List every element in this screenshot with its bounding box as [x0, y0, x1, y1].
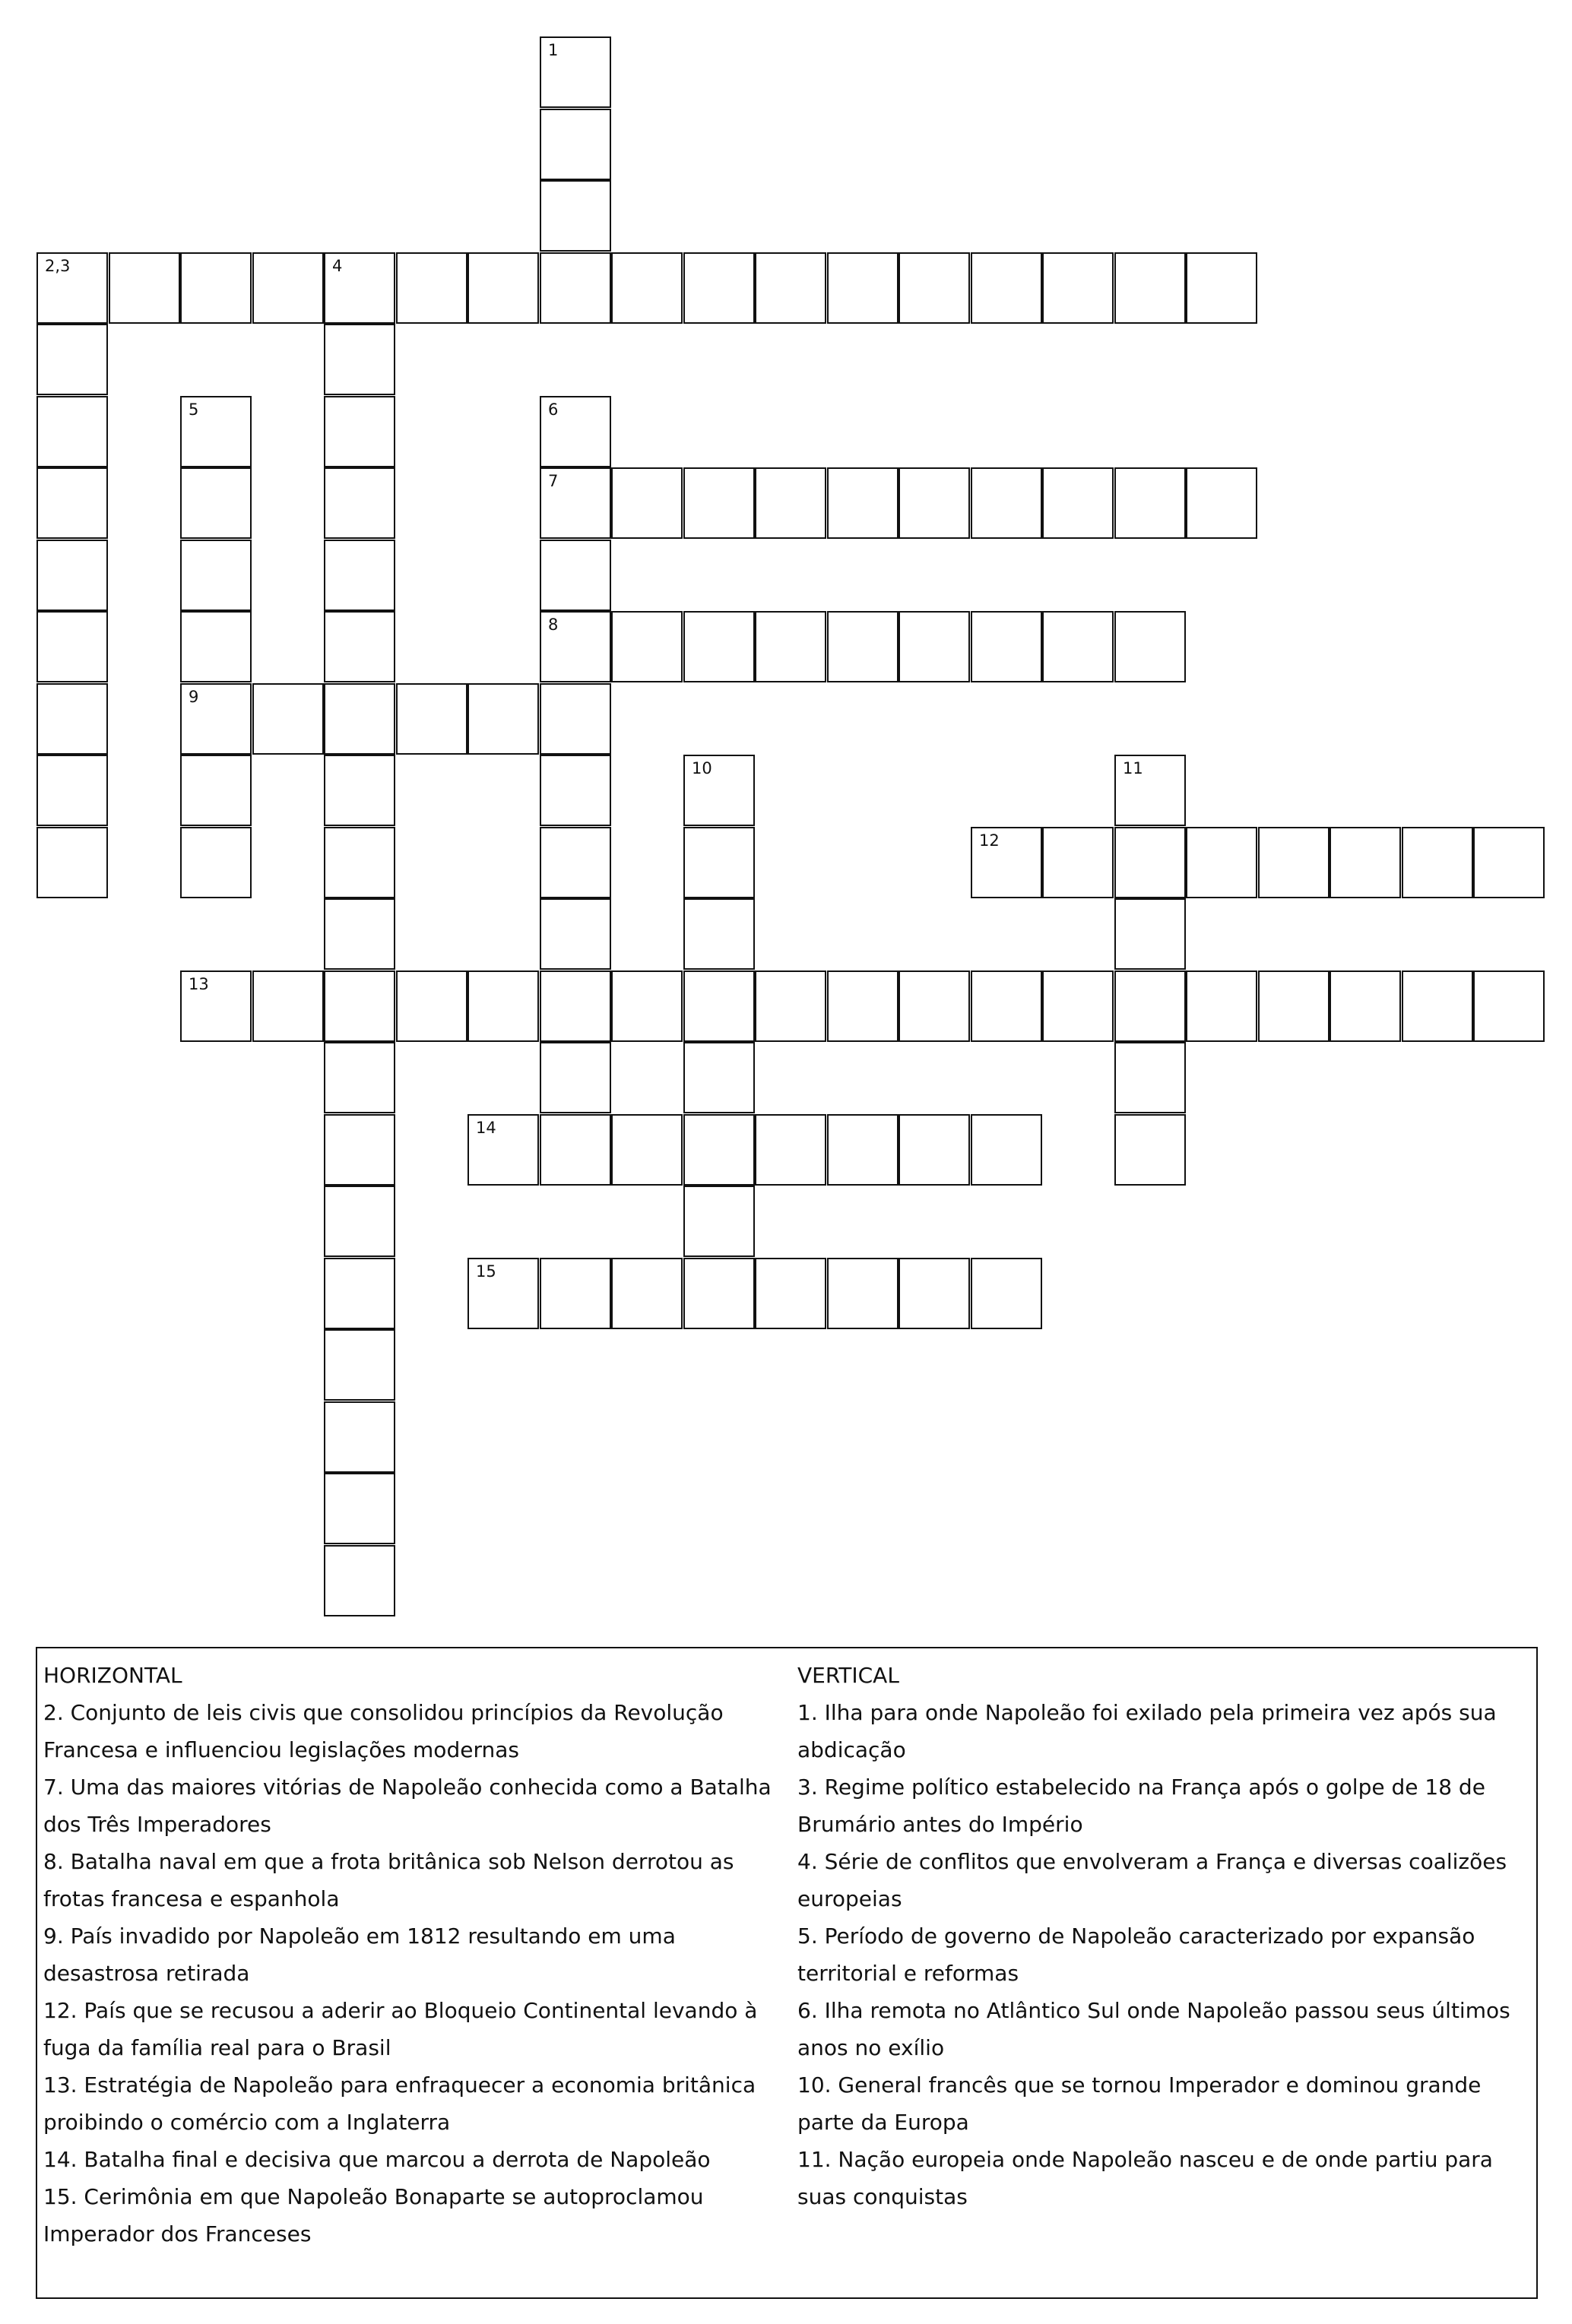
- grid-cell[interactable]: [180, 970, 252, 1042]
- grid-cell[interactable]: [683, 970, 755, 1042]
- grid-cell[interactable]: [396, 683, 467, 755]
- grid-cell[interactable]: [180, 467, 252, 539]
- grid-cell[interactable]: [755, 611, 826, 682]
- grid-cell[interactable]: [683, 1258, 755, 1329]
- grid-cell[interactable]: [467, 1258, 539, 1329]
- grid-cell[interactable]: [540, 611, 611, 682]
- grid-cell[interactable]: [540, 467, 611, 539]
- clue-number: 6: [548, 401, 559, 419]
- clue-number: 14: [476, 1119, 496, 1137]
- grid-cell[interactable]: [971, 827, 1042, 898]
- clues-box: [36, 1647, 1538, 2299]
- grid-cell[interactable]: [611, 467, 683, 539]
- grid-cell[interactable]: [324, 1186, 395, 1257]
- horizontal-heading: HORIZONTAL: [43, 1663, 182, 1688]
- grid-cell[interactable]: [540, 1042, 611, 1113]
- grid-cell[interactable]: [899, 1114, 970, 1186]
- grid-cell[interactable]: [540, 755, 611, 826]
- grid-cell[interactable]: [540, 36, 611, 108]
- grid-cell[interactable]: [1114, 1114, 1186, 1186]
- grid-cell[interactable]: [324, 396, 395, 467]
- grid-cell[interactable]: [324, 324, 395, 395]
- grid-cell[interactable]: [1330, 970, 1401, 1042]
- grid-cell[interactable]: [467, 970, 539, 1042]
- clue-v1: 1. Ilha para onde Napoleão foi exilado pela primeira vez após sua abdicação: [797, 1700, 1497, 1762]
- grid-cell[interactable]: [611, 1114, 683, 1186]
- grid-cell[interactable]: [109, 252, 180, 324]
- grid-cell[interactable]: [324, 827, 395, 898]
- clue-h9: 9. País invadido por Napoleão em 1812 resultando em uma desastrosa retirada: [43, 1923, 676, 1986]
- grid-cell[interactable]: [1258, 827, 1330, 898]
- grid-cell[interactable]: [540, 898, 611, 970]
- clue-h13: 13. Estratégia de Napoleão para enfraquecer a economia britânica proibindo o comércio com a Inglaterra: [43, 2072, 756, 2135]
- clue-number: 13: [189, 975, 209, 993]
- grid-cell[interactable]: [1042, 252, 1114, 324]
- grid-cell[interactable]: [324, 467, 395, 539]
- clue-number: 7: [548, 472, 559, 490]
- grid-cell[interactable]: [1186, 970, 1257, 1042]
- horizontal-clues: [43, 1658, 790, 2253]
- grid-cell[interactable]: [540, 683, 611, 755]
- grid-cell[interactable]: [827, 1114, 899, 1186]
- grid-cell[interactable]: [324, 1329, 395, 1401]
- grid-cell[interactable]: [755, 970, 826, 1042]
- clue-number: 2,3: [45, 257, 71, 275]
- grid-cell[interactable]: [252, 683, 324, 755]
- grid-cell[interactable]: [324, 970, 395, 1042]
- clue-number: 5: [189, 401, 199, 419]
- grid-cell[interactable]: [899, 1258, 970, 1329]
- grid-cell[interactable]: [324, 540, 395, 611]
- grid-cell[interactable]: [899, 467, 970, 539]
- grid-cell[interactable]: [540, 970, 611, 1042]
- vertical-clues: [797, 1658, 1533, 2215]
- grid-cell[interactable]: [540, 1258, 611, 1329]
- clue-number: 8: [548, 616, 559, 634]
- grid-cell[interactable]: [1186, 252, 1257, 324]
- grid-cell[interactable]: [1330, 827, 1401, 898]
- grid-cell[interactable]: [467, 252, 539, 324]
- grid-cell[interactable]: [1042, 970, 1114, 1042]
- grid-cell[interactable]: [1114, 827, 1186, 898]
- grid-cell[interactable]: [1114, 467, 1186, 539]
- grid-cell[interactable]: [899, 252, 970, 324]
- grid-cell[interactable]: [683, 467, 755, 539]
- grid-cell[interactable]: [324, 611, 395, 682]
- grid-cell[interactable]: [971, 1258, 1042, 1329]
- grid-cell[interactable]: [180, 755, 252, 826]
- grid-cell[interactable]: [36, 252, 108, 324]
- clue-number: 15: [476, 1262, 496, 1281]
- grid-cell[interactable]: [252, 252, 324, 324]
- grid-cell[interactable]: [611, 970, 683, 1042]
- grid-cell[interactable]: [1473, 827, 1545, 898]
- grid-cell[interactable]: [683, 1114, 755, 1186]
- grid-cell[interactable]: [36, 540, 108, 611]
- clue-number: 9: [189, 688, 199, 706]
- grid-cell[interactable]: [180, 396, 252, 467]
- grid-cell[interactable]: [467, 1114, 539, 1186]
- grid-cell[interactable]: [540, 109, 611, 180]
- grid-cell[interactable]: [1473, 970, 1545, 1042]
- grid-cell[interactable]: [36, 611, 108, 682]
- grid-cell[interactable]: [540, 827, 611, 898]
- clue-number: 11: [1123, 759, 1143, 777]
- clue-v6: 6. Ilha remota no Atlântico Sul onde Napoleão passou seus últimos anos no exílio: [797, 1998, 1510, 2060]
- grid-cell[interactable]: [827, 611, 899, 682]
- grid-cell[interactable]: [827, 467, 899, 539]
- grid-cell[interactable]: [180, 827, 252, 898]
- grid-cell[interactable]: [827, 252, 899, 324]
- grid-cell[interactable]: [755, 467, 826, 539]
- grid-cell[interactable]: [971, 467, 1042, 539]
- grid-cell[interactable]: [971, 970, 1042, 1042]
- clue-h2: 2. Conjunto de leis civis que consolidou princípios da Revolução Francesa e influenciou legislações modernas: [43, 1700, 724, 1762]
- grid-cell[interactable]: [324, 1258, 395, 1329]
- grid-cell[interactable]: [180, 611, 252, 682]
- grid-cell[interactable]: [540, 396, 611, 467]
- grid-cell[interactable]: [36, 827, 108, 898]
- grid-cell[interactable]: [36, 683, 108, 755]
- grid-cell[interactable]: [36, 396, 108, 467]
- grid-cell[interactable]: [971, 252, 1042, 324]
- clue-number: 12: [979, 831, 1000, 850]
- grid-cell[interactable]: [36, 755, 108, 826]
- clue-number: 4: [332, 257, 343, 275]
- grid-cell[interactable]: [1114, 898, 1186, 970]
- clue-v3: 3. Regime político estabelecido na França após o golpe de 18 de Brumário antes do Império: [797, 1775, 1485, 1837]
- grid-cell[interactable]: [180, 540, 252, 611]
- grid-cell[interactable]: [827, 1258, 899, 1329]
- clue-number: 1: [548, 41, 559, 59]
- grid-cell[interactable]: [324, 1042, 395, 1113]
- grid-cell[interactable]: [899, 611, 970, 682]
- grid-cell[interactable]: [540, 540, 611, 611]
- grid-cell[interactable]: [324, 252, 395, 324]
- grid-cell[interactable]: [324, 1545, 395, 1616]
- grid-cell[interactable]: [683, 1042, 755, 1113]
- grid-cell[interactable]: [540, 252, 611, 324]
- grid-cell[interactable]: [683, 755, 755, 826]
- grid-cell[interactable]: [36, 467, 108, 539]
- grid-cell[interactable]: [611, 252, 683, 324]
- grid-cell[interactable]: [971, 611, 1042, 682]
- grid-cell[interactable]: [1114, 970, 1186, 1042]
- grid-cell[interactable]: [755, 1114, 826, 1186]
- grid-cell[interactable]: [1258, 970, 1330, 1042]
- clue-h14: 14. Batalha final e decisiva que marcou a derrota de Napoleão: [43, 2147, 711, 2172]
- grid-cell[interactable]: [1114, 252, 1186, 324]
- grid-cell[interactable]: [683, 611, 755, 682]
- grid-cell[interactable]: [683, 252, 755, 324]
- clue-h8: 8. Batalha naval em que a frota britânica sob Nelson derrotou as frotas francesa e espanhola: [43, 1849, 734, 1911]
- grid-cell[interactable]: [1186, 827, 1257, 898]
- grid-cell[interactable]: [683, 1186, 755, 1257]
- grid-cell[interactable]: [396, 970, 467, 1042]
- vertical-heading: VERTICAL: [797, 1663, 899, 1688]
- grid-cell[interactable]: [180, 683, 252, 755]
- grid-cell[interactable]: [683, 827, 755, 898]
- clue-v5: 5. Período de governo de Napoleão caracterizado por expansão territorial e reformas: [797, 1923, 1475, 1986]
- grid-cell[interactable]: [611, 611, 683, 682]
- grid-cell[interactable]: [1042, 467, 1114, 539]
- clue-v10: 10. General francês que se tornou Imperador e dominou grande parte da Europa: [797, 2072, 1482, 2135]
- grid-cell[interactable]: [324, 683, 395, 755]
- grid-cell[interactable]: [1042, 611, 1114, 682]
- grid-cell[interactable]: [683, 898, 755, 970]
- grid-cell[interactable]: [324, 1401, 395, 1473]
- grid-cell[interactable]: [755, 252, 826, 324]
- grid-cell[interactable]: [467, 683, 539, 755]
- grid-cell[interactable]: [324, 1473, 395, 1544]
- grid-cell[interactable]: [36, 324, 108, 395]
- clue-v4: 4. Série de conflitos que envolveram a França e diversas coalizões europeias: [797, 1849, 1507, 1911]
- grid-cell[interactable]: [324, 898, 395, 970]
- grid-cell[interactable]: [396, 252, 467, 324]
- grid-cell[interactable]: [755, 1258, 826, 1329]
- grid-cell[interactable]: [324, 1114, 395, 1186]
- clue-number: 10: [692, 759, 712, 777]
- clue-h15: 15. Cerimônia em que Napoleão Bonaparte se autoproclamou Imperador dos Franceses: [43, 2184, 704, 2246]
- grid-cell[interactable]: [1114, 611, 1186, 682]
- grid-cell[interactable]: [1402, 970, 1473, 1042]
- grid-cell[interactable]: [540, 1114, 611, 1186]
- grid-cell[interactable]: [827, 970, 899, 1042]
- grid-cell[interactable]: [324, 755, 395, 826]
- grid-cell[interactable]: [1114, 755, 1186, 826]
- grid-cell[interactable]: [1042, 827, 1114, 898]
- grid-cell[interactable]: [899, 970, 970, 1042]
- grid-cell[interactable]: [180, 252, 252, 324]
- grid-cell[interactable]: [1402, 827, 1473, 898]
- grid-cell[interactable]: [971, 1114, 1042, 1186]
- grid-cell[interactable]: [1186, 467, 1257, 539]
- clue-h7: 7. Uma das maiores vitórias de Napoleão conhecida como a Batalha dos Três Imperadores: [43, 1775, 772, 1837]
- grid-cell[interactable]: [540, 180, 611, 252]
- grid-cell[interactable]: [1114, 1042, 1186, 1113]
- grid-cell[interactable]: [611, 1258, 683, 1329]
- clue-v11: 11. Nação europeia onde Napoleão nasceu e de onde partiu para suas conquistas: [797, 2147, 1493, 2209]
- grid-cell[interactable]: [252, 970, 324, 1042]
- clue-h12: 12. País que se recusou a aderir ao Bloqueio Continental levando à fuga da família real para o Brasil: [43, 1998, 758, 2060]
